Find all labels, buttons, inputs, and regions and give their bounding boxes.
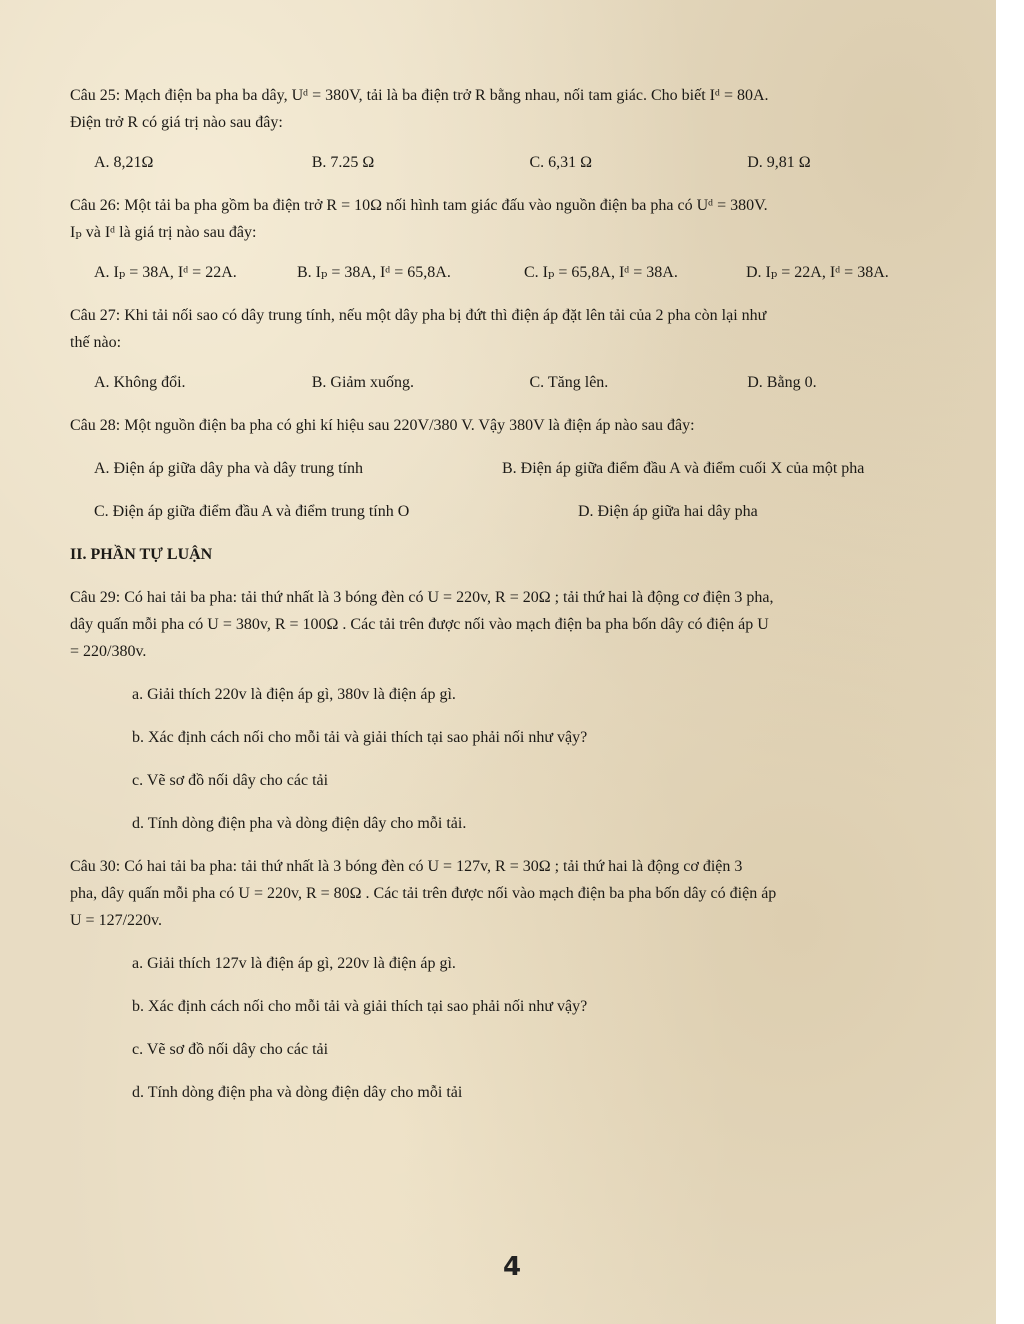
q26-option-a: A. Iₚ = 38A, Iᵈ = 22A. — [94, 264, 237, 281]
q29-text-line1: Câu 29: Có hai tải ba pha: tải thứ nhất là 3 bóng đèn có U = 220v, R = 20Ω ; tải thứ hai là động cơ điện 3 pha, — [70, 589, 774, 606]
q27-text-line1: Câu 27: Khi tải nối sao có dây trung tính, nếu một dây pha bị đứt thì điện áp đặt lên tải của 2 pha còn lại như — [70, 307, 767, 324]
q30-item-b: b. Xác định cách nối cho mỗi tải và giải thích tại sao phải nối như vậy? — [132, 998, 588, 1015]
q27-options — [70, 369, 965, 396]
section-title: II. PHẦN TỰ LUẬN — [70, 546, 213, 563]
q27-option-a: A. Không đổi. — [94, 374, 186, 391]
q25-options — [70, 149, 965, 176]
q28-option-d: D. Điện áp giữa hai dây pha — [578, 503, 758, 520]
q29-text-line3: = 220/380v. — [70, 643, 147, 660]
q25-text-line1: Câu 25: Mạch điện ba pha ba dây, Uᵈ = 380V, tải là ba điện trở R bằng nhau, nối tam giác. Cho biết Iᵈ = 80A. — [70, 87, 769, 104]
q29-item-b: b. Xác định cách nối cho mỗi tải và giải thích tại sao phải nối như vậy? — [132, 729, 588, 746]
q25-option-b: B. 7.25 Ω — [311, 154, 375, 171]
q30-item-c: c. Vẽ sơ đồ nối dây cho các tải — [132, 1041, 329, 1058]
q28-option-c: C. Điện áp giữa điểm đầu A và điểm trung tính O — [94, 503, 410, 520]
q28-options-row2 — [70, 498, 965, 525]
q30-item-a: a. Giải thích 127v là điện áp gì, 220v là điện áp gì. — [132, 955, 456, 972]
page-number: 4 — [502, 1252, 522, 1282]
q25-text-line2: Điện trở R có giá trị nào sau đây: — [70, 114, 283, 131]
q27-option-d: D. Bằng 0. — [747, 374, 817, 391]
q28-option-a: A. Điện áp giữa dây pha và dây trung tính — [94, 460, 364, 477]
q29-item-d: d. Tính dòng điện pha và dòng điện dây cho mỗi tải. — [132, 815, 467, 832]
q26-option-c: C. Iₚ = 65,8A, Iᵈ = 38A. — [524, 264, 678, 281]
q25-option-a: A. 8,21Ω — [94, 154, 154, 171]
q28-text: Câu 28: Một nguồn điện ba pha có ghi kí hiệu sau 220V/380 V. Vậy 380V là điện áp nào sau đây: — [70, 417, 695, 434]
q27-option-c: C. Tăng lên. — [529, 374, 609, 391]
q27-option-b: B. Giảm xuống. — [311, 374, 414, 391]
q29-item-a: a. Giải thích 220v là điện áp gì, 380v là điện áp gì. — [132, 686, 456, 703]
q30-text-line1: Câu 30: Có hai tải ba pha: tải thứ nhất là 3 bóng đèn có U = 127v, R = 30Ω ; tải thứ hai là động cơ điện 3 — [70, 858, 743, 875]
q25-option-d: D. 9,81 Ω — [747, 154, 811, 171]
document-body — [70, 82, 965, 1106]
q28-option-b: B. Điện áp giữa điểm đầu A và điểm cuối X của một pha — [502, 460, 865, 477]
q28-options-row1 — [70, 455, 965, 482]
q30-text-line3: U = 127/220v. — [70, 912, 162, 929]
q27-text-line2: thế nào: — [70, 334, 122, 351]
q26-text-line2: Iₚ và Iᵈ là giá trị nào sau đây: — [70, 224, 257, 241]
q30-item-d: d. Tính dòng điện pha và dòng điện dây cho mỗi tải — [132, 1084, 463, 1101]
q26-option-b: B. Iₚ = 38A, Iᵈ = 65,8A. — [297, 264, 451, 281]
q26-options — [70, 259, 965, 286]
q26-option-d: D. Iₚ = 22A, Iᵈ = 38A. — [746, 264, 889, 281]
q25-option-c: C. 6,31 Ω — [529, 154, 593, 171]
q26-text-line1: Câu 26: Một tải ba pha gồm ba điện trở R = 10Ω nối hình tam giác đấu vào nguồn điện ba pha có Uᵈ = 380V. — [70, 197, 768, 214]
q29-item-c: c. Vẽ sơ đồ nối dây cho các tải — [132, 772, 329, 789]
q30-text-line2: pha, dây quấn mỗi pha có U = 220v, R = 80Ω . Các tải trên được nối vào mạch điện ba pha bốn dây có điện áp — [70, 885, 777, 902]
q29-text-line2: dây quấn mỗi pha có U = 380v, R = 100Ω . Các tải trên được nối vào mạch điện ba pha bốn dây có điện áp U — [70, 616, 769, 633]
